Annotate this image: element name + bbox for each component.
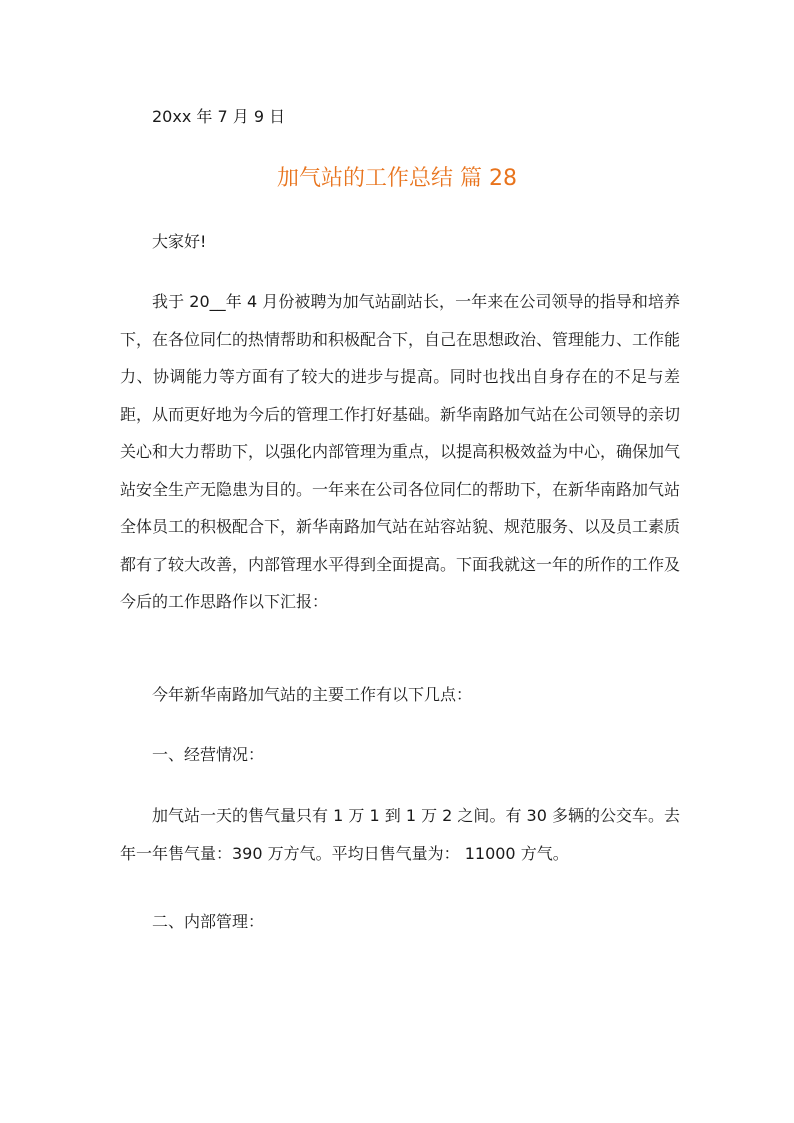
section-heading-operations: 一、经营情况： xyxy=(152,745,265,764)
section-text-operations: 加气站一天的售气量只有 1 万 1 到 1 万 2 之间。有 30 多辆的公交车。去年一年售气量：390 万方气。平均日售气量为： 11000 方气。 xyxy=(120,806,680,863)
document-title: 加气站的工作总结 篇 28 xyxy=(277,166,517,191)
intro-paragraph: 今年新华南路加气站的主要工作有以下几点： xyxy=(152,685,473,704)
body-paragraph: 我于 20__年 4 月份被聘为加气站副站长，一年来在公司领导的指导和培养下，在各位同仁的热情帮助和积极配合下，自己在思想政治、管理能力、工作能力、协调能力等方面有了较大的进步与提高。同时也找出自身存在的不足与差距，从而更好地为今后的管理工作打好基础。新华南路加气站在公司领导的亲切关心和大力帮助下，以强化内部管理为重点，以提高积极效益为中心，确保加气站安全生产无隐患为目的。一年来在公司各位同仁的帮助下，在新华南路加气站全体员工的积极配合下，新华南路加气站在站容站貌、规范服务、以及员工素质都有了较大改善，内部管理水平得到全面提高。下面我就这一年的所作的工作及今后的工作思路作以下汇报： xyxy=(120,292,681,611)
greeting-paragraph: 大家好! xyxy=(152,232,207,251)
document-date: 20xx 年 7 月 9 日 xyxy=(152,107,286,126)
section-heading-internal-management: 二、内部管理： xyxy=(152,912,265,931)
